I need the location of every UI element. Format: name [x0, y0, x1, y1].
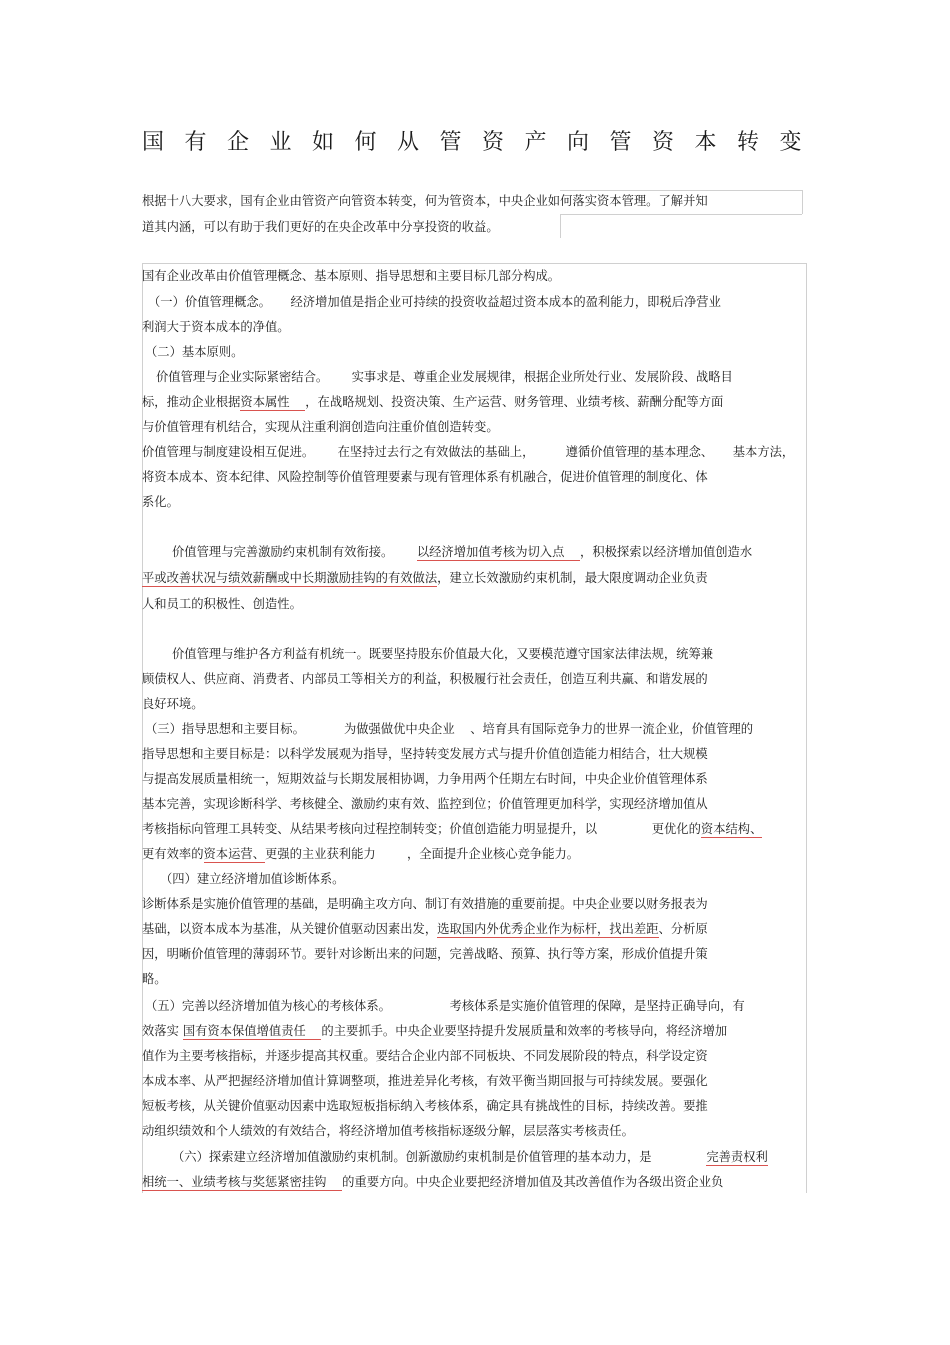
- body-line: 基本完善，实现诊断科学、考核健全、激励约束有效、监控到位；价值管理更加科学，实现经济增加值从: [142, 797, 708, 811]
- underlined-text: 资本结构、: [700, 822, 763, 836]
- page-title: 国有企业如何从管资产向管资本转变: [142, 130, 823, 155]
- body-line: 价值管理与制度建设相互促进。 在坚持过去行之有效做法的基础上， 遵循价值管理的基本理念、 基本方法，: [142, 445, 795, 459]
- body-line: 与价值管理有机结合，实现从注重利润创造向注重价值创造转变。: [142, 420, 499, 434]
- body-line: 与提高发展质量相统一，短期效益与长期发展相协调，力争用两个任期左右时间，中央企业价值管理体系: [142, 772, 708, 786]
- underlined-text: 国有资本保值增值责任: [182, 1024, 322, 1038]
- body-line: 标，推动企业根据资本属性 ，在战略规划、投资决策、生产运营、财务管理、业绩考核、薪酬分配等方面: [142, 395, 724, 409]
- body-line: 价值管理与企业实际紧密结合。 实事求是、尊重企业发展规律，根据企业所处行业、发展阶段、战略目: [156, 370, 733, 384]
- body-line: 价值管理与维护各方利益有机统一。既要坚持股东价值最大化，又要模范遵守国家法律法规，统筹兼: [172, 647, 714, 661]
- body-line: 顾债权人、供应商、消费者、内部员工等相关方的利益，积极履行社会责任，创造互利共赢、和谐发展的: [142, 672, 708, 686]
- frame-line: [802, 190, 803, 214]
- body-line: 值作为主要考核指标，并逐步提高其权重。要结合企业内部不同板块、不同发展阶段的特点，科学设定资: [142, 1049, 708, 1063]
- frame-line: [806, 263, 807, 1193]
- body-line: 动组织绩效和个人绩效的有效结合，将经济增加值考核指标逐级分解，层层落实考核责任。: [142, 1124, 634, 1138]
- body-line: 平或改善状况与绩效薪酬或中长期激励挂钩的有效做法，建立长效激励约束机制，最大限度调动企业负责: [142, 571, 708, 585]
- body-line: 相统一、业绩考核与奖惩紧密挂钩 的重要方向。中央企业要把经济增加值及其改善值作为各级出资企业负: [142, 1175, 724, 1189]
- body-line: 价值管理与完善激励约束机制有效衔接。 以经济增加值考核为切入点 ，积极探索以经济增加值创造水: [172, 545, 753, 559]
- body-line: 利润大于资本成本的净值。: [142, 320, 290, 334]
- body-line: 考核指标向管理工具转变、从结果考核向过程控制转变；价值创造能力明显提升，以 更优化的资本结构、: [142, 822, 763, 836]
- body-line: （六）探索建立经济增加值激励约束机制。创新激励约束机制是价值管理的基本动力，是 完善责权利: [172, 1150, 768, 1164]
- body-line: （五）完善以经济增加值为核心的考核体系。 考核体系是实施价值管理的保障，是坚持正确导向，有: [145, 999, 745, 1013]
- underlined-text: 资本属性: [240, 395, 306, 409]
- body-line: 良好环境。: [142, 697, 204, 711]
- intro-line-1: 根据十八大要求，国有企业由管资产向管资本转变，何为管资本，中央企业如何落实资本管理。了解并知: [142, 194, 708, 208]
- body-line: 因，明晰价值管理的薄弱环节。要针对诊断出来的问题，完善战略、预算、执行等方案，形成价值提升策: [142, 947, 708, 961]
- frame-line: [142, 263, 806, 264]
- body-line: 指导思想和主要目标是：以科学发展观为指导，坚持转变发展方式与提升价值创造能力相结合，壮大规模: [142, 747, 708, 761]
- body-line: 本成本率、从严把握经济增加值计算调整项，推进差异化考核，有效平衡当期回报与可持续发展。要强化: [142, 1074, 708, 1088]
- body-line: （一）价值管理概念。 经济增加值是指企业可持续的投资收益超过资本成本的盈利能力，即税后净营业: [148, 295, 721, 309]
- underlined-text: 平或改善状况与绩效薪酬或中长期激励挂钩的有效做法: [142, 571, 438, 585]
- body-line: 略。: [142, 972, 167, 986]
- intro-line-2: 道其内涵，可以有助于我们更好的在央企改革中分享投资的收益。: [142, 220, 499, 234]
- body-line: 短板考核，从关键价值驱动因素中选取短板指标纳入考核体系，确定具有挑战性的目标，持续改善。要推: [142, 1099, 708, 1113]
- body-line: （三）指导思想和主要目标。 为做强做优中央企业 、培育具有国际竞争力的世界一流企业，价值管理的: [145, 722, 754, 736]
- underlined-text: 相统一、业绩考核与奖惩紧密挂钩: [142, 1175, 343, 1189]
- underlined-text: 资本运营、: [203, 847, 265, 861]
- frame-line: [560, 190, 802, 191]
- body-line: 诊断体系是实施价值管理的基础，是明确主攻方向、制订有效措施的重要前提。中央企业要以财务报表为: [142, 897, 708, 911]
- body-line: （四）建立经济增加值诊断体系。: [160, 872, 345, 886]
- frame-line: [560, 214, 561, 238]
- frame-line: [560, 214, 802, 215]
- body-line: 人和员工的积极性、创造性。: [142, 597, 302, 611]
- body-line: 国有企业改革由价值管理概念、基本原则、指导思想和主要目标几部分构成。: [142, 269, 561, 283]
- body-line: 将资本成本、资本纪律、风险控制等价值管理要素与现有管理体系有机融合，促进价值管理的制度化、体: [142, 470, 708, 484]
- body-line: 更有效率的资本运营、更强的主业获利能力 ，全面提升企业核心竞争能力。: [142, 847, 580, 861]
- body-line: 效落实 国有资本保值增值责任 的主要抓手。中央企业要坚持提升发展质量和效率的考核导向，将经济增加: [142, 1024, 728, 1038]
- body-line: （二）基本原则。: [145, 345, 244, 359]
- underlined-text: 选取国内外优秀企业作为标杆，找出差距: [437, 922, 659, 936]
- underlined-text: 完善责权利: [706, 1150, 768, 1164]
- underlined-text: 以经济增加值考核为切入点: [416, 545, 581, 559]
- body-line: 基础，以资本成本为基准，从关键价值驱动因素出发，选取国内外优秀企业作为标杆，找出差距、分析原: [142, 922, 708, 936]
- body-line: 系化。: [142, 495, 179, 509]
